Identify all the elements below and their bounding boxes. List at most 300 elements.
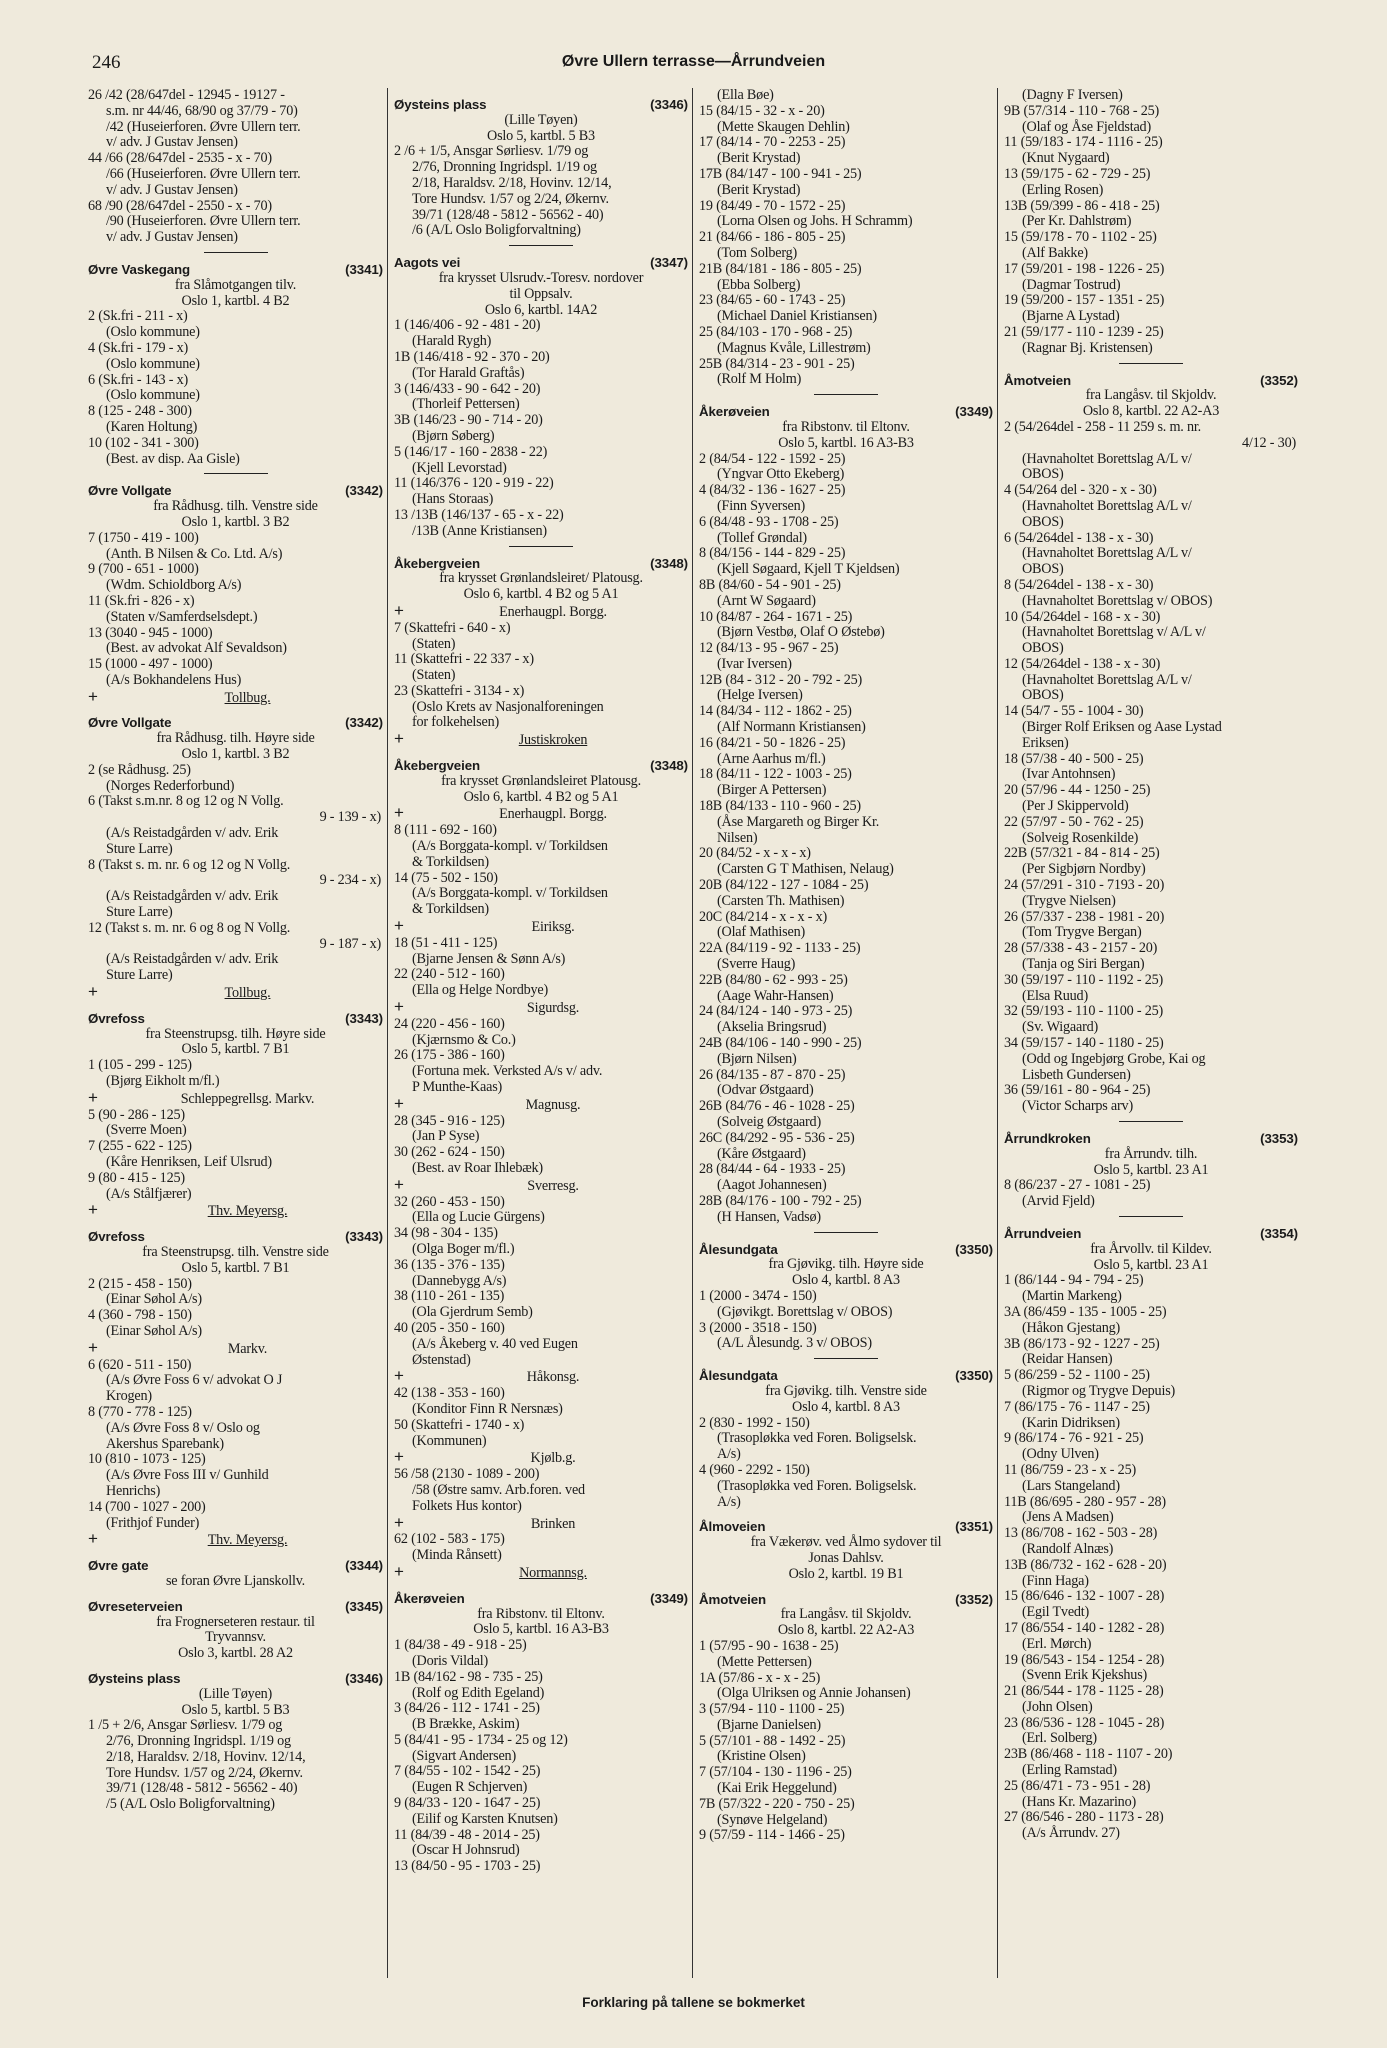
property-entry: 26 (175 - 386 - 160): [394, 1047, 505, 1064]
section-divider: [814, 1232, 878, 1233]
property-entry: 9B (57/314 - 110 - 768 - 25): [1004, 102, 1160, 119]
owner-line: A/s): [717, 1493, 741, 1510]
owner-line: OBOS): [1022, 687, 1064, 704]
property-entry: 1 (86/144 - 94 - 794 - 25): [1004, 1272, 1144, 1289]
owner-line: (A/s Borggata-kompl. v/ Torkildsen: [412, 838, 608, 855]
street-code: (3341): [345, 261, 383, 277]
street-description: fra Ribstonv. til Eltonv.: [782, 418, 910, 435]
property-entry: 7 (86/175 - 76 - 1147 - 25): [1004, 1398, 1150, 1415]
owner-line: (Best. av advokat Alf Sevaldson): [106, 640, 287, 657]
cross-street-name: Brinken: [530, 1515, 576, 1532]
cross-street: [394, 1368, 688, 1386]
street-description: Oslo 6, kartbl. 4 B2 og 5 A1: [463, 788, 619, 805]
owner-line: (John Olsen): [1022, 1698, 1093, 1715]
owner-line: Sture Larre): [106, 967, 173, 984]
owner-line: (Staten v/Samferdselsdept.): [106, 608, 258, 625]
owner-line: (Ella og Lucie Gürgens): [412, 1209, 545, 1226]
cross-street-name: Enerhaugpl. Borgg.: [499, 806, 607, 823]
owner-line: /13B (Anne Kristiansen): [412, 522, 547, 539]
property-entry: 2 (84/54 - 122 - 1592 - 25): [699, 450, 846, 467]
property-entry: 22B (57/321 - 84 - 814 - 25): [1004, 845, 1160, 862]
property-entry: 22 (240 - 512 - 160): [394, 966, 505, 983]
street-code: (3348): [650, 555, 688, 571]
property-entry: 6 (Takst s.m.nr. 8 og 12 og N Vollg.: [88, 793, 284, 810]
owner-line: (A/s Reistadgården v/ adv. Erik: [106, 825, 279, 842]
owner-line: (Bjørn Nilsen): [717, 1050, 797, 1067]
owner-line: (Einar Søhol A/s): [106, 1322, 202, 1339]
cross-street: [394, 1093, 688, 1114]
property-entry: 2 /6 + 1/5, Ansgar Sørliesv. 1/79 og: [394, 143, 589, 160]
street-name: Øvre gate: [88, 1558, 149, 1574]
owner-line: (A/s Øvre Foss 8 v/ Oslo og: [106, 1419, 260, 1436]
cross-street: [394, 805, 688, 823]
street-description: fra Frognerseteren restaur. til: [156, 1613, 315, 1630]
street-code: (3354): [1260, 1225, 1298, 1241]
property-entry: 14 (75 - 502 - 150): [394, 869, 498, 886]
property-entry: 10 (810 - 1073 - 125): [88, 1451, 206, 1468]
property-entry: 1 (84/38 - 49 - 918 - 25): [394, 1637, 527, 1654]
property-entry: 9 (57/59 - 114 - 1466 - 25): [699, 1827, 845, 1844]
owner-line: OBOS): [1022, 513, 1064, 530]
street-description: til Oppsalv.: [509, 285, 573, 302]
page-number: 246: [92, 52, 121, 73]
property-entry: 14 (54/7 - 55 - 1004 - 30): [1004, 703, 1144, 720]
owner-line: (Kåre Henriksen, Leif Ulsrud): [106, 1154, 272, 1170]
property-entry: 26 (84/135 - 87 - 870 - 25): [699, 1066, 846, 1083]
street-description: Oslo 1, kartbl. 3 B2: [181, 513, 290, 530]
owner-line: (Jan P Syse): [412, 1128, 480, 1145]
owner-line: (A/s Åkeberg v. 40 ved Eugen: [412, 1335, 578, 1352]
owner-line: (Bjarne A Lystad): [1022, 308, 1120, 325]
page-footer: Forklaring på tallene se bokmerket: [582, 1995, 805, 2010]
owner-line: (Karen Holtung): [106, 418, 198, 435]
cross-street-name: Normannsg.: [519, 1564, 587, 1581]
owner-line: OBOS): [1022, 640, 1064, 657]
property-entry: 2 (215 - 458 - 150): [88, 1275, 192, 1292]
street-description: fra Langåsv. til Skjoldv.: [780, 1606, 912, 1623]
street-name: Øysteins plass: [394, 97, 487, 112]
cross-street-name: Tollbug.: [224, 985, 271, 1002]
cross-street: [394, 1174, 688, 1195]
cross-street: [88, 1202, 383, 1220]
property-entry: 11 (86/759 - 23 - x - 25): [1004, 1461, 1136, 1478]
property-entry: 1 /5 + 2/6, Ansgar Sørliesv. 1/79 og: [88, 1717, 283, 1734]
owner-line: (Bjørn Søberg): [412, 427, 495, 444]
owner-line: Henrichs): [106, 1482, 161, 1499]
owner-line: (Rigmor og Trygve Depuis): [1022, 1382, 1176, 1399]
crossing-icon: +: [394, 997, 404, 1017]
street-name: Øvrefoss: [88, 1229, 145, 1245]
street-description: fra Vækerøv. ved Ålmo sydover til: [750, 1534, 942, 1551]
street-name: Ålesundgata: [699, 1241, 778, 1257]
owner-line: (Martin Markeng): [1022, 1288, 1122, 1305]
owner-line: (Jens A Madsen): [1022, 1509, 1114, 1526]
property-entry: 5 (57/101 - 88 - 1492 - 25): [699, 1732, 846, 1749]
owner-line: (Yngvar Otto Ekeberg): [717, 466, 845, 483]
property-entry: 15 (1000 - 497 - 1000): [88, 656, 213, 673]
owner-line: (Bjørn Vestbø, Olaf O Østebø): [717, 624, 885, 641]
owner-line: (Finn Syversen): [717, 497, 806, 514]
cross-street: [394, 1561, 688, 1582]
cross-street: [394, 1512, 688, 1533]
street-code: (3353): [1260, 1131, 1298, 1146]
directory-columns: [82, 88, 1304, 1978]
owner-line: (A/s Årrundv. 27): [1022, 1825, 1120, 1842]
property-entry: 11 (59/183 - 174 - 1116 - 25): [1004, 134, 1163, 151]
owner-line: (Kåre Østgaard): [717, 1145, 806, 1162]
owner-line: & Torkildsen): [412, 901, 489, 918]
street-code: (3347): [650, 255, 688, 271]
owner-line: (Aage Wahr-Hansen): [717, 987, 834, 1004]
property-entry: 17 (59/201 - 198 - 1226 - 25): [1004, 260, 1165, 277]
cross-street-name: Sigurdsg.: [526, 1000, 580, 1017]
owner-line: v/ adv. J Gustav Jensen): [106, 181, 238, 198]
owner-line: (Carsten G T Mathisen, Nelaug): [717, 861, 894, 878]
owner-line: (Egil Tvedt): [1022, 1604, 1090, 1621]
owner-line: (Bjørg Eikholt m/fl.): [106, 1073, 220, 1090]
owner-line: (Einar Søhol A/s): [106, 1291, 202, 1308]
property-entry: 7 (1750 - 419 - 100): [88, 529, 199, 546]
owner-line: (Gjøvikgt. Borettslag v/ OBOS): [717, 1303, 893, 1320]
owner-line: (Carsten Th. Mathisen): [717, 892, 845, 909]
street-code: (3348): [650, 758, 688, 774]
owner-line: /58 (Østre samv. Arb.foren. ved: [412, 1481, 585, 1498]
section-divider: [814, 1358, 878, 1359]
property-entry: 9 (80 - 415 - 125): [88, 1169, 185, 1186]
property-entry: 8 (86/237 - 27 - 1081 - 25): [1004, 1177, 1151, 1194]
property-entry: 26 /42 (28/647del - 12945 - 19127 -: [88, 88, 285, 103]
cross-street-name: Schleppegrellsg. Markv.: [180, 1090, 315, 1107]
owner-line: /90 (Huseierforen. Øvre Ullern terr.: [106, 213, 301, 230]
owner-line: (H Hansen, Vadsø): [717, 1208, 821, 1225]
property-entry: 8 (84/156 - 144 - 829 - 25): [699, 545, 846, 562]
crossing-icon: +: [394, 1174, 404, 1194]
property-entry: 7 (84/55 - 102 - 1542 - 25): [394, 1763, 541, 1780]
property-entry: 2 (830 - 1992 - 150): [699, 1414, 810, 1431]
property-entry: 18 (84/11 - 122 - 1003 - 25): [699, 766, 852, 783]
street-name: Årrundveien: [1004, 1225, 1082, 1241]
owner-line: (Havnaholtet Borettslag v/ OBOS): [1022, 592, 1213, 609]
street-heading: [394, 758, 688, 774]
owner-line: Sture Larre): [106, 840, 173, 857]
owner-line: (Erling Rosen): [1022, 181, 1104, 198]
street-description: Oslo 5, kartbl. 5 B3: [181, 1701, 290, 1718]
property-entry: 3A (86/459 - 135 - 1005 - 25): [1004, 1303, 1167, 1320]
owner-line: (Olga Boger m/fl.): [412, 1240, 515, 1257]
street-name: Åkebergveien: [394, 758, 481, 774]
owner-line: (Victor Scharps arv): [1022, 1098, 1133, 1115]
owner-line: (Arnt W Søgaard): [717, 592, 816, 609]
street-description: Oslo 8, kartbl. 22 A2-A3: [777, 1622, 915, 1639]
owner-line: (Kai Erik Heggelund): [717, 1780, 837, 1797]
street-description: fra Årrundv. tilh.: [1104, 1145, 1198, 1162]
street-code: (3342): [345, 483, 383, 499]
cross-street-name: Tollbug.: [224, 689, 271, 706]
property-entry: 56 /58 (2130 - 1089 - 200): [394, 1466, 540, 1483]
street-description: Tryvannsv.: [205, 1629, 266, 1646]
property-entry: 2 (Sk.fri - 211 - x): [88, 308, 188, 325]
property-entry: 23 (86/536 - 128 - 1045 - 28): [1004, 1714, 1165, 1731]
owner-line: (Oslo kommune): [106, 355, 200, 372]
property-entry: 7 (Skattefri - 640 - x): [394, 619, 511, 636]
owner-line: (Birger A Pettersen): [717, 782, 827, 799]
owner-line: (A/s Borggata-kompl. v/ Torkildsen: [412, 885, 608, 902]
owner-line: Eriksen): [1022, 734, 1069, 751]
street-heading: [1004, 1131, 1298, 1147]
owner-line: (Dagmar Tostrud): [1022, 276, 1121, 293]
owner-line: 39/71 (128/48 - 5812 - 56562 - 40): [106, 1780, 298, 1797]
street-code: (3342): [345, 715, 383, 731]
owner-line: (Olga Ulriksen og Annie Johansen): [717, 1685, 911, 1702]
street-description: Oslo 6, kartbl. 4 B2 og 5 A1: [463, 586, 619, 603]
property-entry: 13 (59/175 - 62 - 729 - 25): [1004, 165, 1151, 182]
cross-street: [88, 686, 383, 707]
owner-line: (Tor Harald Graftås): [412, 364, 525, 381]
owner-line: (Staten): [412, 635, 456, 652]
property-entry: 38 (110 - 261 - 135): [394, 1288, 505, 1305]
property-entry: 24B (84/106 - 140 - 990 - 25): [699, 1035, 862, 1052]
owner-line: Sture Larre): [106, 904, 173, 921]
owner-line: (Tom Solberg): [717, 244, 798, 261]
street-description: Oslo 5, kartbl. 7 B1: [181, 1259, 290, 1276]
property-entry: 20 (84/52 - x - x - x): [699, 845, 811, 862]
property-entry: 68 /90 (28/647del - 2550 - x - 70): [88, 197, 272, 214]
owner-line: (Frithjof Funder): [106, 1514, 200, 1531]
property-entry: 10 (84/87 - 264 - 1671 - 25): [699, 608, 853, 625]
owner-line: (Doris Vildal): [412, 1652, 489, 1669]
property-entry: 3B (146/23 - 90 - 714 - 20): [394, 412, 543, 429]
property-entry: 1 (57/95 - 90 - 1638 - 25): [699, 1637, 839, 1654]
property-entry: 27 (86/546 - 280 - 1173 - 28): [1004, 1809, 1164, 1826]
owner-line: (Rolf og Edith Egeland): [412, 1684, 545, 1701]
cross-street-name: Håkonsg.: [526, 1369, 580, 1386]
cross-street-name: Markv.: [227, 1340, 268, 1357]
owner-line: for folkehelsen): [412, 714, 500, 731]
street-description: Oslo 5, kartbl. 16 A3-B3: [473, 1621, 609, 1638]
street-description: fra Rådhusg. tilh. Høyre side: [156, 730, 315, 747]
owner-line: (Havnaholtet Borettslag v/ A/L v/: [1022, 624, 1206, 641]
owner-line: (Randolf Alnæs): [1022, 1540, 1114, 1557]
property-entry: 17 (84/14 - 70 - 2253 - 25): [699, 134, 846, 151]
property-entry: 22B (84/80 - 62 - 993 - 25): [699, 971, 848, 988]
street-description: Oslo 5, kartbl. 23 A1: [1093, 1256, 1209, 1273]
street-name: Åkebergveien: [394, 555, 481, 571]
street-description: Oslo 4, kartbl. 8 A3: [792, 1398, 900, 1415]
property-entry: 17 (86/554 - 140 - 1282 - 28): [1004, 1619, 1165, 1636]
street-code: (3350): [955, 1368, 993, 1384]
property-entry: 7 (57/104 - 130 - 1196 - 25): [699, 1764, 852, 1781]
column-3: [692, 88, 997, 1978]
owner-line: (Michael Daniel Kristiansen): [717, 308, 877, 325]
property-entry: 23 (Skattefri - 3134 - x): [394, 682, 525, 699]
street-name: Øvre Vollgate: [88, 483, 172, 499]
street-name: Øvrefoss: [88, 1010, 145, 1026]
property-entry: 18 (51 - 411 - 125): [394, 934, 498, 951]
cross-street: [394, 1449, 688, 1467]
property-entry: 32 (59/193 - 110 - 1100 - 25): [1004, 1003, 1164, 1020]
crossing-icon: +: [394, 1447, 404, 1467]
owner-line: (Olaf Mathisen): [717, 924, 806, 941]
owner-line: (Magnus Kvåle, Lillestrøm): [717, 339, 871, 356]
property-entry: 20B (84/122 - 127 - 1084 - 25): [699, 877, 869, 894]
street-heading: [699, 1368, 993, 1384]
crossing-icon: +: [394, 916, 404, 936]
owner-line: (Ragnar Bj. Kristensen): [1022, 339, 1153, 356]
section-divider: [1119, 1121, 1183, 1122]
property-entry: 12 (Takst s. m. nr. 6 og 8 og N Vollg.: [88, 919, 291, 936]
section-divider: [1119, 363, 1183, 364]
street-name: Åmotveien: [699, 1591, 767, 1607]
crossing-icon: +: [88, 1529, 98, 1549]
owner-line: (Synøve Helgeland): [717, 1811, 828, 1828]
property-entry: 14 (700 - 1027 - 200): [88, 1498, 206, 1515]
street-heading: [699, 1592, 993, 1608]
owner-line: Tore Hundsv. 1/57 og 2/24, Økernv.: [106, 1764, 303, 1781]
owner-line: (Ivar Iversen): [717, 655, 792, 672]
cross-street: [394, 999, 688, 1017]
owner-line: (A/s Bokhandelens Hus): [106, 671, 242, 688]
owner-line: (A/s Stålfjærer): [106, 1185, 192, 1202]
owner-line: (A/s Reistadgården v/ adv. Erik: [106, 888, 279, 905]
property-entry: 11 (146/376 - 120 - 919 - 22): [394, 475, 554, 492]
property-entry: 13B (86/732 - 162 - 628 - 20): [1004, 1556, 1167, 1573]
owner-line: 2/18, Haraldsv. 2/18, Hovinv. 12/14,: [412, 174, 612, 191]
street-description: Oslo 5, kartbl. 23 A1: [1093, 1161, 1209, 1178]
property-entry: 36 (59/161 - 80 - 964 - 25): [1004, 1082, 1151, 1099]
property-entry: 10 (102 - 341 - 300): [88, 434, 199, 451]
street-description: Oslo 6, kartbl. 14A2: [484, 301, 598, 318]
owner-line: (Kjærnsmo & Co.): [412, 1031, 516, 1048]
property-entry: 6 (Sk.fri - 143 - x): [88, 371, 189, 388]
street-name: Årrundkroken: [1004, 1131, 1091, 1146]
crossing-icon: +: [394, 803, 404, 823]
property-entry: 36 (135 - 376 - 135): [394, 1256, 505, 1273]
owner-line: (Solveig Rosenkilde): [1022, 829, 1139, 846]
property-entry: 6 (84/48 - 93 - 1708 - 25): [699, 513, 839, 530]
owner-line: (Sv. Wigaard): [1022, 1019, 1099, 1036]
owner-line: (Oslo Krets av Nasjonalforeningen: [412, 698, 604, 715]
property-entry: 18 (57/38 - 40 - 500 - 25): [1004, 750, 1144, 767]
owner-line: (Ella Bøe): [717, 88, 774, 103]
owner-line: (Norges Rederforbund): [106, 777, 235, 794]
owner-line: (Tom Trygve Bergan): [1022, 924, 1142, 941]
property-entry: 13 (86/708 - 162 - 503 - 28): [1004, 1525, 1158, 1542]
property-entry: 40 (205 - 350 - 160): [394, 1319, 505, 1336]
owner-line: (Tollef Grøndal): [717, 529, 807, 546]
owner-line: v/ adv. J Gustav Jensen): [106, 134, 238, 151]
street-name: Aagots vei: [394, 255, 461, 271]
property-entry: 32 (260 - 453 - 150): [394, 1193, 505, 1210]
property-entry: 4 (54/264 del - 320 - x - 30): [1004, 482, 1157, 499]
owner-line: P Munthe-Kaas): [412, 1079, 503, 1096]
property-entry: 5 (84/41 - 95 - 1734 - 25 og 12): [394, 1731, 568, 1748]
owner-line: (Per J Skippervold): [1022, 798, 1129, 815]
property-entry: 3 (84/26 - 112 - 1741 - 25): [394, 1700, 540, 1717]
owner-line: (Arne Aarhus m/fl.): [717, 750, 826, 767]
owner-line: s.m. nr 44/46, 68/90 og 37/79 - 70): [106, 102, 298, 119]
street-code: (3346): [650, 97, 688, 112]
property-entry: 19 (84/49 - 70 - 1572 - 25): [699, 197, 846, 214]
property-entry: 22A (84/119 - 92 - 1133 - 25): [699, 940, 861, 957]
owner-line: (Ebba Solberg): [717, 276, 801, 293]
property-entry: 26 (57/337 - 238 - 1981 - 20): [1004, 908, 1165, 925]
owner-line: 2/76, Dronning Ingridspl. 1/19 og: [106, 1733, 291, 1750]
property-entry: 3 (146/433 - 90 - 642 - 20): [394, 380, 541, 397]
street-name: Øysteins plass: [88, 1670, 181, 1686]
owner-line: Krogen): [106, 1388, 152, 1405]
crossing-icon: +: [394, 1512, 404, 1532]
owner-line: Folkets Hus kontor): [412, 1497, 522, 1514]
owner-line: A/s): [717, 1446, 741, 1463]
property-entry: 13B (59/399 - 86 - 418 - 25): [1004, 197, 1160, 214]
property-entry: 8 (770 - 778 - 125): [88, 1403, 192, 1420]
property-entry: 11 (84/39 - 48 - 2014 - 25): [394, 1826, 540, 1843]
property-entry: 8 (125 - 248 - 300): [88, 403, 192, 420]
property-entry: 34 (98 - 304 - 135): [394, 1225, 498, 1242]
cross-street-name: Magnusg.: [525, 1096, 581, 1113]
owner-line: (Hans Kr. Mazarino): [1022, 1793, 1136, 1810]
cross-street-name: Kjølb.g.: [530, 1450, 576, 1467]
owner-line: (Akselia Bringsrud): [717, 1019, 827, 1036]
street-heading: [88, 262, 383, 278]
property-entry: 4 (84/32 - 136 - 1627 - 25): [699, 482, 846, 499]
street-code: (3343): [345, 1229, 383, 1245]
owner-line: OBOS): [1022, 561, 1064, 578]
street-heading: [88, 1599, 383, 1615]
owner-line: Østenstad): [412, 1351, 471, 1368]
property-entry: 19 (59/200 - 157 - 1351 - 25): [1004, 292, 1165, 309]
crossing-icon: +: [88, 1337, 98, 1357]
street-heading: [699, 1242, 993, 1258]
owner-line: (Best. av disp. Aa Gisle): [106, 450, 240, 467]
owner-line: Akershus Sparebank): [106, 1435, 224, 1452]
owner-line: (Minda Rånsett): [412, 1547, 502, 1564]
street-description: Oslo 5, kartbl. 5 B3: [487, 127, 595, 144]
owner-line: (Havnaholtet Borettslag A/L v/: [1022, 671, 1192, 688]
street-name: Åmotveien: [1004, 372, 1072, 388]
owner-line: (Elsa Ruud): [1022, 987, 1088, 1004]
street-description: fra Rådhusg. tilh. Venstre side: [153, 498, 318, 515]
owner-line: (Reidar Hansen): [1022, 1351, 1113, 1368]
property-entry: 12 (84/13 - 95 - 967 - 25): [699, 640, 839, 657]
cross-street: [394, 600, 688, 621]
owner-line: (A/s Øvre Foss III v/ Gunhild: [106, 1467, 269, 1484]
owner-line: (Odd og Ingebjørg Grobe, Kai og: [1022, 1050, 1206, 1067]
property-entry: 5 (90 - 286 - 125): [88, 1106, 185, 1123]
owner-line: (Oslo kommune): [106, 324, 200, 341]
street-name: Åkerøveien: [699, 404, 770, 420]
owner-line: (Arvid Fjeld): [1022, 1193, 1095, 1210]
owner-line: (Alf Bakke): [1022, 244, 1088, 261]
entry-continuation: 9 - 139 - x): [319, 809, 381, 826]
owner-line: (Svenn Erik Kjekshus): [1022, 1667, 1148, 1684]
owner-line: /66 (Huseierforen. Øvre Ullern terr.: [106, 165, 301, 182]
crossing-icon: +: [394, 600, 404, 620]
property-entry: 1B (84/162 - 98 - 735 - 25): [394, 1668, 543, 1685]
street-heading: [1004, 1226, 1298, 1242]
property-entry: 1A (57/86 - x - x - 25): [699, 1669, 821, 1686]
owner-line: (Bjarne Danielsen): [717, 1716, 821, 1733]
cross-street-name: Justiskroken: [518, 732, 588, 749]
street-description: Jonas Dahlsv.: [808, 1549, 884, 1566]
street-description: fra Steenstrupsg. tilh. Høyre side: [145, 1025, 326, 1042]
owner-line: (Erl. Mørch): [1022, 1635, 1092, 1652]
owner-line: (Wdm. Schioldborg A/s): [106, 577, 242, 594]
owner-line: (Rolf M Holm): [717, 371, 802, 388]
property-entry: 11B (86/695 - 280 - 957 - 28): [1004, 1493, 1166, 1510]
property-entry: 3 (57/94 - 110 - 1100 - 25): [699, 1701, 845, 1718]
property-entry: 3B (86/173 - 92 - 1227 - 25): [1004, 1335, 1160, 1352]
